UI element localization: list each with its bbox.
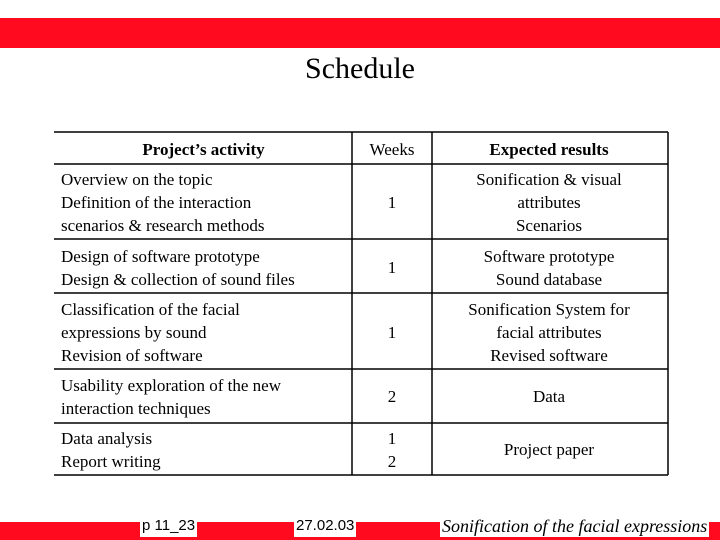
header-results: Expected results — [489, 140, 609, 159]
row-2-activity — [61, 245, 346, 291]
row-5-activity — [61, 427, 346, 473]
row-3-activity-line: expressions by sound — [61, 323, 207, 342]
row-1-weeks: 1 — [387, 193, 397, 212]
row-1-results — [436, 168, 662, 237]
row-5-activity-line: Report writing — [61, 452, 161, 471]
row-2-weeks: 1 — [387, 258, 397, 277]
row-1-activity-line: Overview on the topic — [61, 170, 213, 189]
row-1-results-line: Sonification & visual — [476, 170, 622, 189]
row-4-activity — [61, 374, 346, 420]
row-2-activity-line: Design & collection of sound files — [61, 270, 295, 289]
footer-subtitle: Sonification of the facial expressions — [442, 516, 708, 536]
row-3-activity — [61, 298, 346, 367]
row-5-results — [436, 438, 662, 461]
row-5-weeks — [352, 427, 432, 473]
row-3-results — [436, 298, 662, 367]
row-3-results-line: facial attributes — [496, 323, 602, 342]
row-3-activity-line: Classification of the facial — [61, 300, 240, 319]
row-3-weeks: 1 — [387, 323, 397, 342]
row-1-results-line: attributes — [517, 193, 581, 212]
slide-title: Schedule — [305, 52, 415, 85]
row-1-activity-line: scenarios & research methods — [61, 216, 265, 235]
row-4-activity-line: interaction techniques — [61, 399, 211, 418]
row-2-results-line: Software prototype — [483, 247, 615, 266]
row-2-results-line: Sound database — [495, 270, 603, 289]
row-4-results — [436, 385, 662, 408]
row-1-results-line: Scenarios — [515, 216, 583, 235]
row-4-weeks: 2 — [387, 387, 397, 406]
row-2-activity-line: Design of software prototype — [61, 247, 260, 266]
header-activity: Project’s activity — [142, 140, 265, 159]
row-2-results — [436, 245, 662, 291]
row-4-activity-line: Usability exploration of the new — [61, 376, 282, 395]
row-5-weeks-line: 2 — [387, 452, 397, 471]
row-1-activity-line: Definition of the interaction — [61, 193, 252, 212]
row-4-results-line: Data — [532, 387, 566, 406]
footer-page-number: p 11_23 — [140, 515, 197, 537]
row-3-results-line: Revised software — [490, 346, 608, 365]
row-1-activity — [61, 168, 346, 237]
header-weeks: Weeks — [369, 140, 415, 159]
row-3-activity-line: Revision of software — [61, 346, 203, 365]
top-accent-bar — [0, 18, 720, 48]
row-5-results-line: Project paper — [503, 440, 595, 459]
row-5-weeks-line: 1 — [387, 429, 397, 448]
row-5-activity-line: Data analysis — [61, 429, 153, 448]
row-3-results-line: Sonification System for — [468, 300, 630, 319]
footer-date: 27.02.03 — [294, 515, 356, 537]
